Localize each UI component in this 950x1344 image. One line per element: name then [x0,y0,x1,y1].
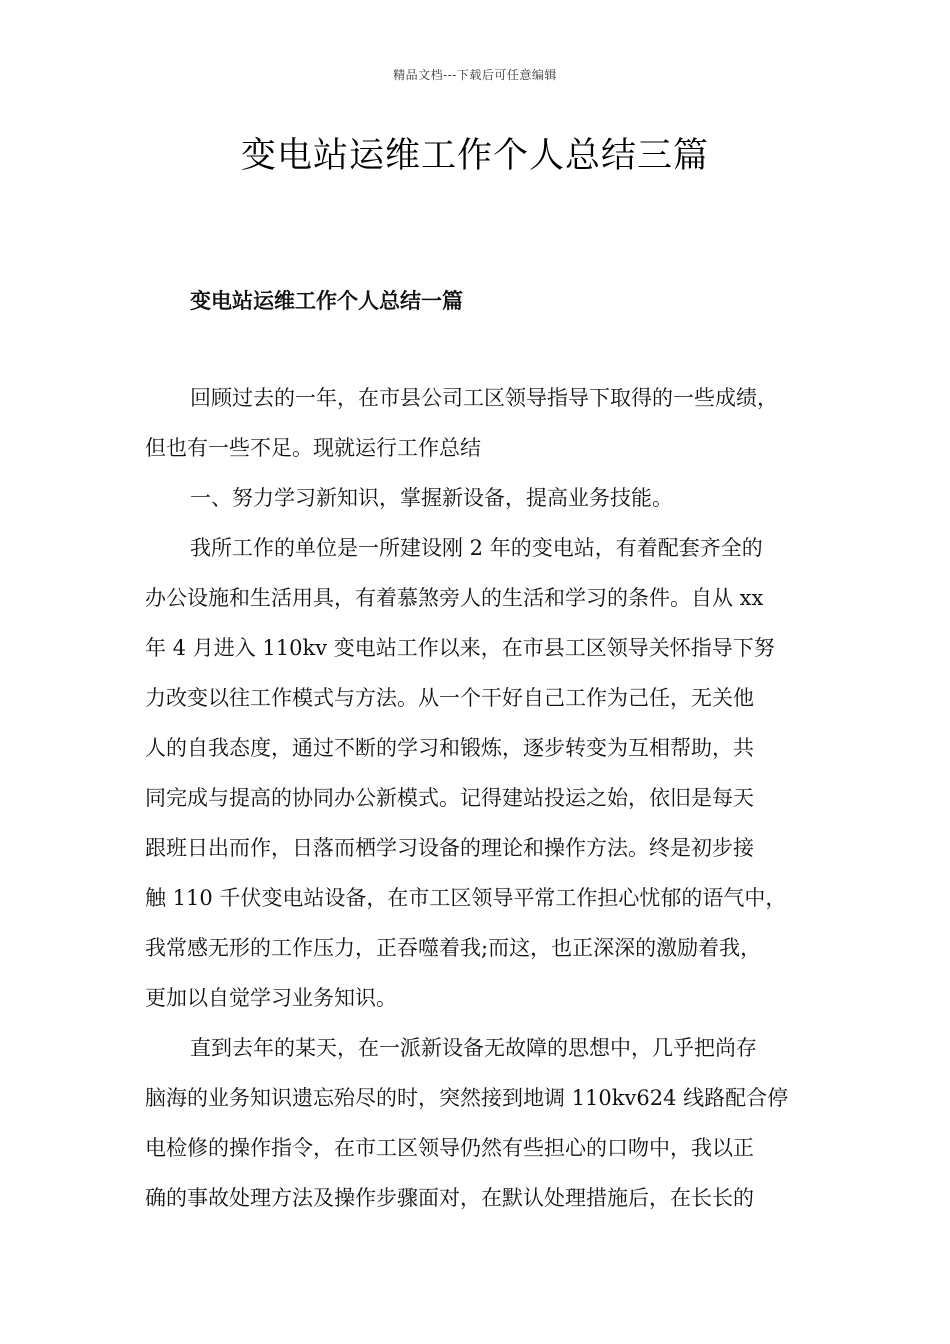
text-line: 年 4 月进入 110kv 变电站工作以来，在市县工区领导关怀指导下努 [145,636,775,660]
text-line: 同完成与提高的协同办公新模式。记得建站投运之始，依旧是每天 [145,786,754,810]
text-line: 直到去年的某天，在一派新设备无故障的思想中，几乎把尚存 [190,1036,757,1060]
text-line: 力改变以往工作模式与方法。从一个干好自己工作为己任，无关他 [145,686,754,710]
text-line: 一、努力学习新知识，掌握新设备，提高业务技能。 [190,486,673,510]
section-title: 变电站运维工作个人总结一篇 [190,288,463,313]
text-line: 脑海的业务知识遗忘殆尽的时，突然接到地调 110kv624 线路配合停 [145,1086,789,1110]
body-text [145,373,825,1223]
document-title: 变电站运维工作个人总结三篇 [240,136,709,176]
text-line: 办公设施和生活用具，有着慕煞旁人的生活和学习的条件。自从 xx [145,586,764,610]
text-line: 但也有一些不足。现就运行工作总结 [145,436,481,460]
text-line: 人的自我态度，通过不断的学习和锻炼，逐步转变为互相帮助，共 [145,736,754,760]
text-line: 我常感无形的工作压力，正吞噬着我;而这，也正深深的激励着我， [145,936,762,960]
text-line: 跟班日出而作，日落而栖学习设备的理论和操作方法。终是初步接 [145,836,754,860]
text-line: 回顾过去的一年，在市县公司工区领导指导下取得的一些成绩， [190,386,778,410]
text-line: 电检修的操作指令，在市工区领导仍然有些担心的口吻中，我以正 [145,1136,754,1160]
text-line: 我所工作的单位是一所建设刚 2 年的变电站，有着配套齐全的 [190,536,763,560]
text-line: 确的事故处理方法及操作步骤面对，在默认处理措施后，在长长的 [145,1186,754,1210]
text-line: 更加以自觉学习业务知识。 [145,986,397,1010]
header-note: 精品文档---下载后可任意编辑 [393,68,557,82]
text-line: 触 110 千伏变电站设备，在市工区领导平常工作担心忧郁的语气中， [145,886,787,910]
